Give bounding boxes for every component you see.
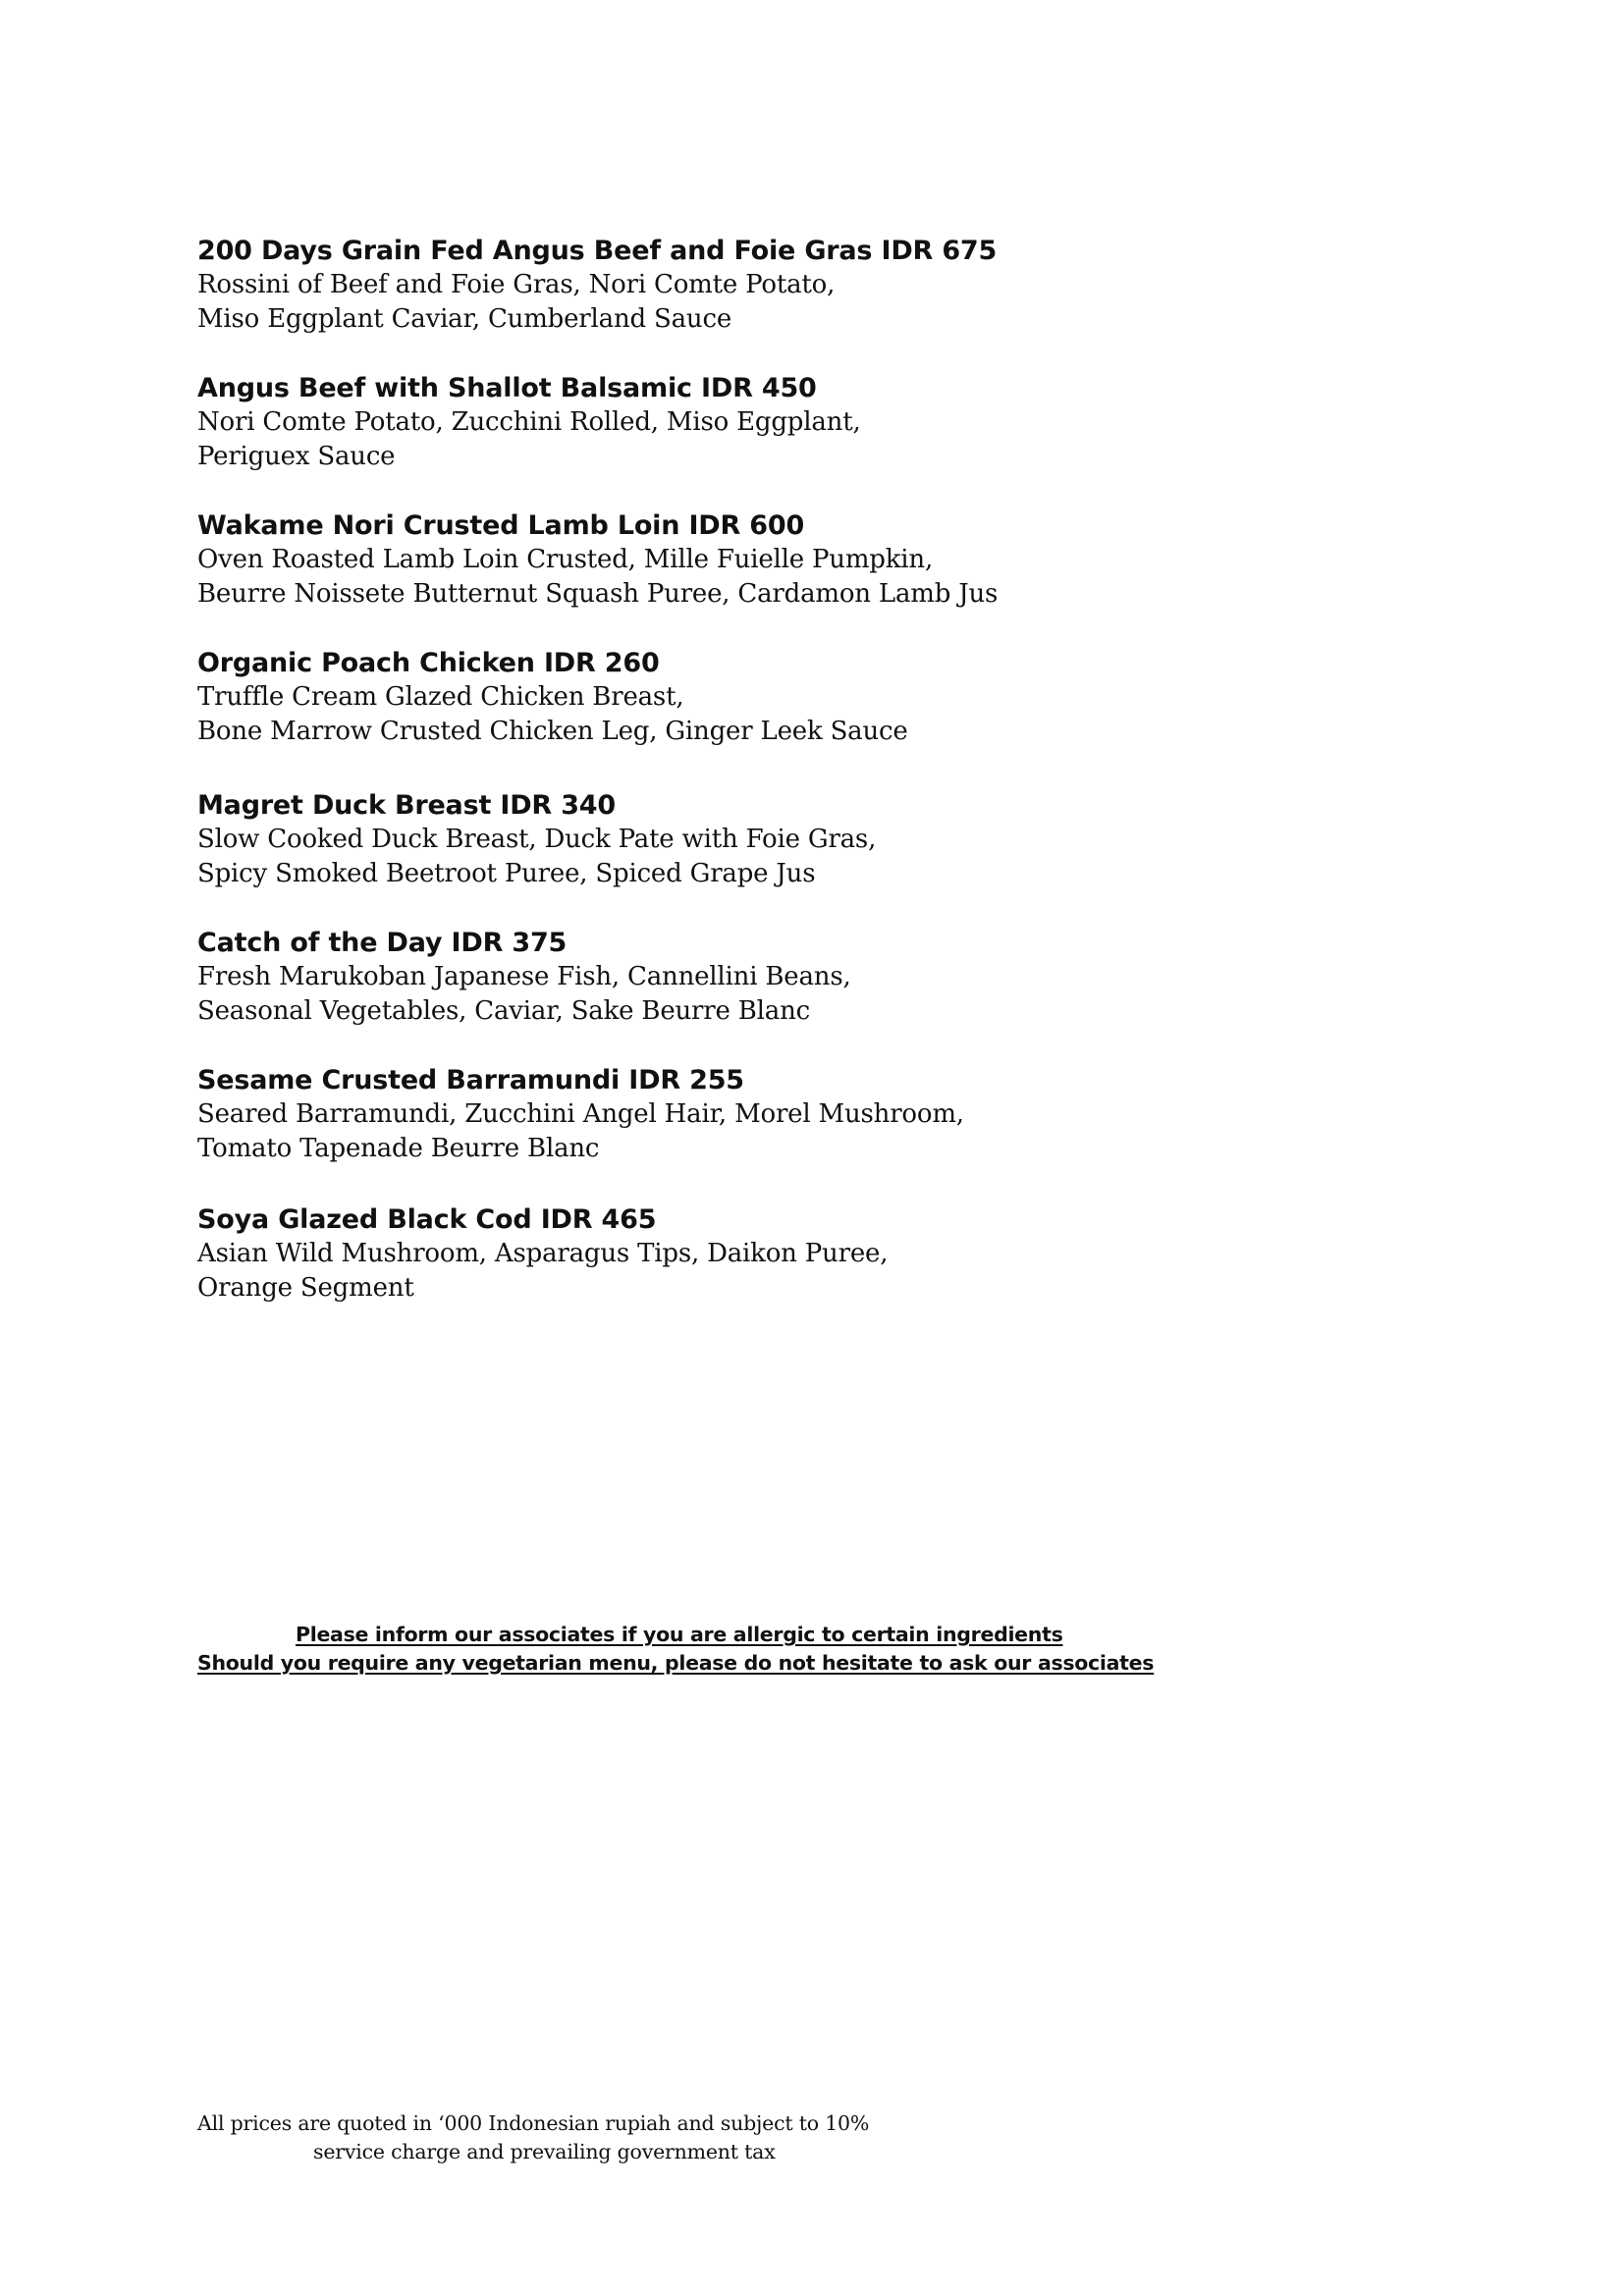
dish-description-line: Orange Segment [197, 1273, 414, 1303]
price-footnote-line: service charge and prevailing government tax [313, 2140, 776, 2163]
menu-item [197, 1063, 1179, 1166]
menu-item [197, 646, 1179, 749]
menu-item [197, 926, 1179, 1029]
allergy-notice [197, 1621, 1179, 1678]
menu-item [197, 371, 1179, 474]
dish-description-line: Nori Comte Potato, Zucchini Rolled, Miso Eggplant, [197, 407, 861, 437]
menu-item [197, 508, 1179, 612]
dish-description-line: Bone Marrow Crusted Chicken Leg, Ginger Leek Sauce [197, 717, 908, 746]
dish-description-line: Periguex Sauce [197, 442, 396, 471]
dish-description-line: Oven Roasted Lamb Loin Crusted, Mille Fuielle Pumpkin, [197, 545, 934, 574]
menu-item [197, 1202, 1179, 1306]
dish-description-line: Beurre Noissete Butternut Squash Puree, Cardamon Lamb Jus [197, 579, 999, 609]
dish-title: Magret Duck Breast IDR 340 [197, 790, 616, 821]
menu-item [197, 788, 1179, 891]
dish-description-line: Rossini of Beef and Foie Gras, Nori Comte Potato, [197, 270, 836, 299]
dish-description-line: Fresh Marukoban Japanese Fish, Cannellini Beans, [197, 962, 851, 991]
dish-description-line: Asian Wild Mushroom, Asparagus Tips, Daikon Puree, [197, 1239, 889, 1268]
dish-description-line: Truffle Cream Glazed Chicken Breast, [197, 682, 684, 712]
dish-description-line: Miso Eggplant Caviar, Cumberland Sauce [197, 304, 732, 334]
dish-description-line: Seasonal Vegetables, Caviar, Sake Beurre Blanc [197, 996, 810, 1026]
dish-title: Catch of the Day IDR 375 [197, 928, 568, 958]
dish-title: Angus Beef with Shallot Balsamic IDR 450 [197, 373, 817, 403]
dish-title: Soya Glazed Black Cod IDR 465 [197, 1204, 657, 1235]
dish-description-line: Slow Cooked Duck Breast, Duck Pate with Foie Gras, [197, 825, 877, 854]
dish-title: 200 Days Grain Fed Angus Beef and Foie Gras IDR 675 [197, 236, 998, 266]
price-footnote-line: All prices are quoted in ‘000 Indonesian rupiah and subject to 10% [197, 2111, 870, 2135]
price-footnote [197, 2109, 1179, 2166]
menu-item [197, 234, 1179, 337]
dish-title: Wakame Nori Crusted Lamb Loin IDR 600 [197, 510, 805, 541]
vegetarian-notice-line: Should you require any vegetarian menu, please do not hesitate to ask our associates [197, 1651, 1155, 1675]
dish-description-line: Spicy Smoked Beetroot Puree, Spiced Grape Jus [197, 859, 816, 888]
dish-title: Organic Poach Chicken IDR 260 [197, 648, 660, 678]
menu-list [197, 234, 1179, 1306]
dish-description-line: Tomato Tapenade Beurre Blanc [197, 1134, 600, 1163]
dish-title: Sesame Crusted Barramundi IDR 255 [197, 1065, 744, 1095]
allergy-notice-line: Please inform our associates if you are allergic to certain ingredients [296, 1623, 1063, 1646]
dish-description-line: Seared Barramundi, Zucchini Angel Hair, Morel Mushroom, [197, 1099, 964, 1129]
